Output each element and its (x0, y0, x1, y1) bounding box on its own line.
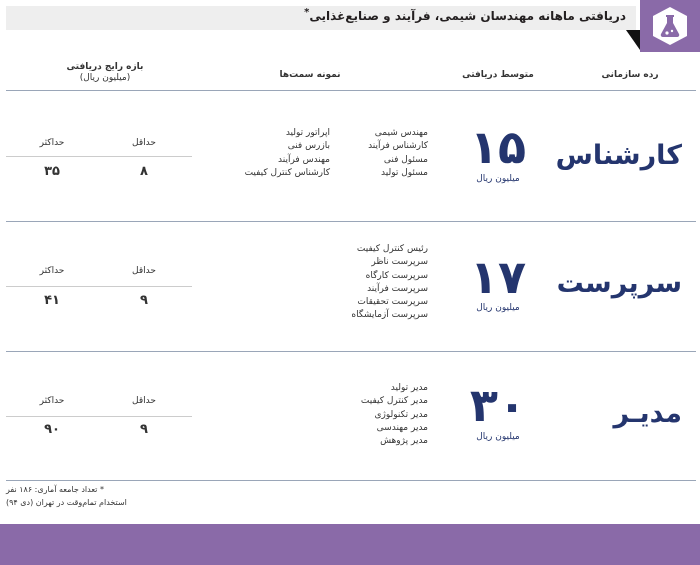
logo-box (640, 0, 700, 52)
range-divider (6, 286, 192, 287)
min-value: ۹ (140, 422, 148, 437)
footnote-line-2: استخدام تمام‌وقت در تهران (دی ۹۴) (6, 498, 127, 507)
header-corner-decoration (626, 30, 640, 50)
position-item: مهندس شیمی (374, 128, 428, 138)
rank-label: کارشناس (555, 140, 682, 171)
position-item: سرپرست تحقیقات (357, 297, 428, 308)
position-item: مسئول تولید (381, 167, 428, 178)
position-item: اپراتور تولید (285, 128, 330, 138)
positions-list (318, 382, 428, 448)
positions-list (308, 243, 428, 323)
average-value: ۳۰ (469, 378, 527, 432)
column-header-average: متوسط دریافتی (462, 70, 534, 80)
max-value: ۳۵ (44, 164, 60, 179)
max-value: ۹۰ (44, 422, 60, 437)
row-divider (6, 351, 696, 352)
position-item: سرپرست آزمایشگاه (351, 310, 428, 321)
max-label: حداکثر (39, 266, 65, 276)
average-unit: میلیون ریال (476, 432, 520, 442)
position-item: کارشناس کنترل کیفیت (244, 167, 330, 178)
column-header-range: بازه رایج دریافتی (میلیون ریال) (66, 62, 144, 83)
footer-band (0, 524, 700, 565)
positions-list (230, 127, 330, 180)
position-item: مدیر مهندسی (376, 422, 428, 433)
max-label: حداکثر (39, 138, 65, 148)
rank-label: مدیـر (613, 398, 682, 429)
positions-list (318, 127, 428, 180)
position-item: سرپرست کارگاه (365, 270, 428, 281)
average-value: ۱۵ (469, 120, 527, 174)
position-item: مدیر کنترل کیفیت (360, 396, 428, 407)
min-label: حداقل (132, 396, 156, 406)
position-item: کارشناس فرآیند (368, 141, 428, 152)
rank-label: سرپرست (556, 268, 682, 299)
position-item: رئیس کنترل کیفیت (356, 244, 428, 254)
footnote-line-1: * تعداد جامعه آماری: ۱۸۶ نفر (6, 485, 104, 494)
average-value: ۱۷ (469, 250, 527, 304)
min-label: حداقل (132, 138, 156, 148)
min-label: حداقل (132, 266, 156, 276)
position-item: بازرس فنی (287, 141, 330, 152)
page-title: دریافتی ماهانه مهندسان شیمی، فرآیند و صنایع‌غذایی* (304, 7, 626, 23)
max-label: حداکثر (39, 396, 65, 406)
header-divider (6, 90, 696, 91)
position-item: مدیر تولید (390, 383, 428, 393)
max-value: ۴۱ (44, 293, 60, 308)
flask-icon (650, 6, 690, 46)
position-item: مهندس فرآیند (278, 154, 330, 165)
table-bottom-divider (6, 480, 696, 481)
range-divider (6, 156, 192, 157)
position-item: مسئول فنی (383, 154, 428, 165)
column-header-rank: رده سازمانی (601, 70, 659, 80)
row-divider (6, 221, 696, 222)
position-item: سرپرست فرآیند (367, 283, 428, 294)
position-item: مدیر پژوهش (380, 436, 428, 447)
position-item: سرپرست ناظر (371, 257, 428, 268)
average-unit: میلیون ریال (476, 303, 520, 313)
average-unit: میلیون ریال (476, 174, 520, 184)
column-header-positions: نمونه سمت‌ها (279, 70, 341, 80)
position-item: مدیر تکنولوژی (374, 409, 428, 420)
min-value: ۹ (140, 293, 148, 308)
range-divider (6, 416, 192, 417)
min-value: ۸ (140, 164, 148, 179)
